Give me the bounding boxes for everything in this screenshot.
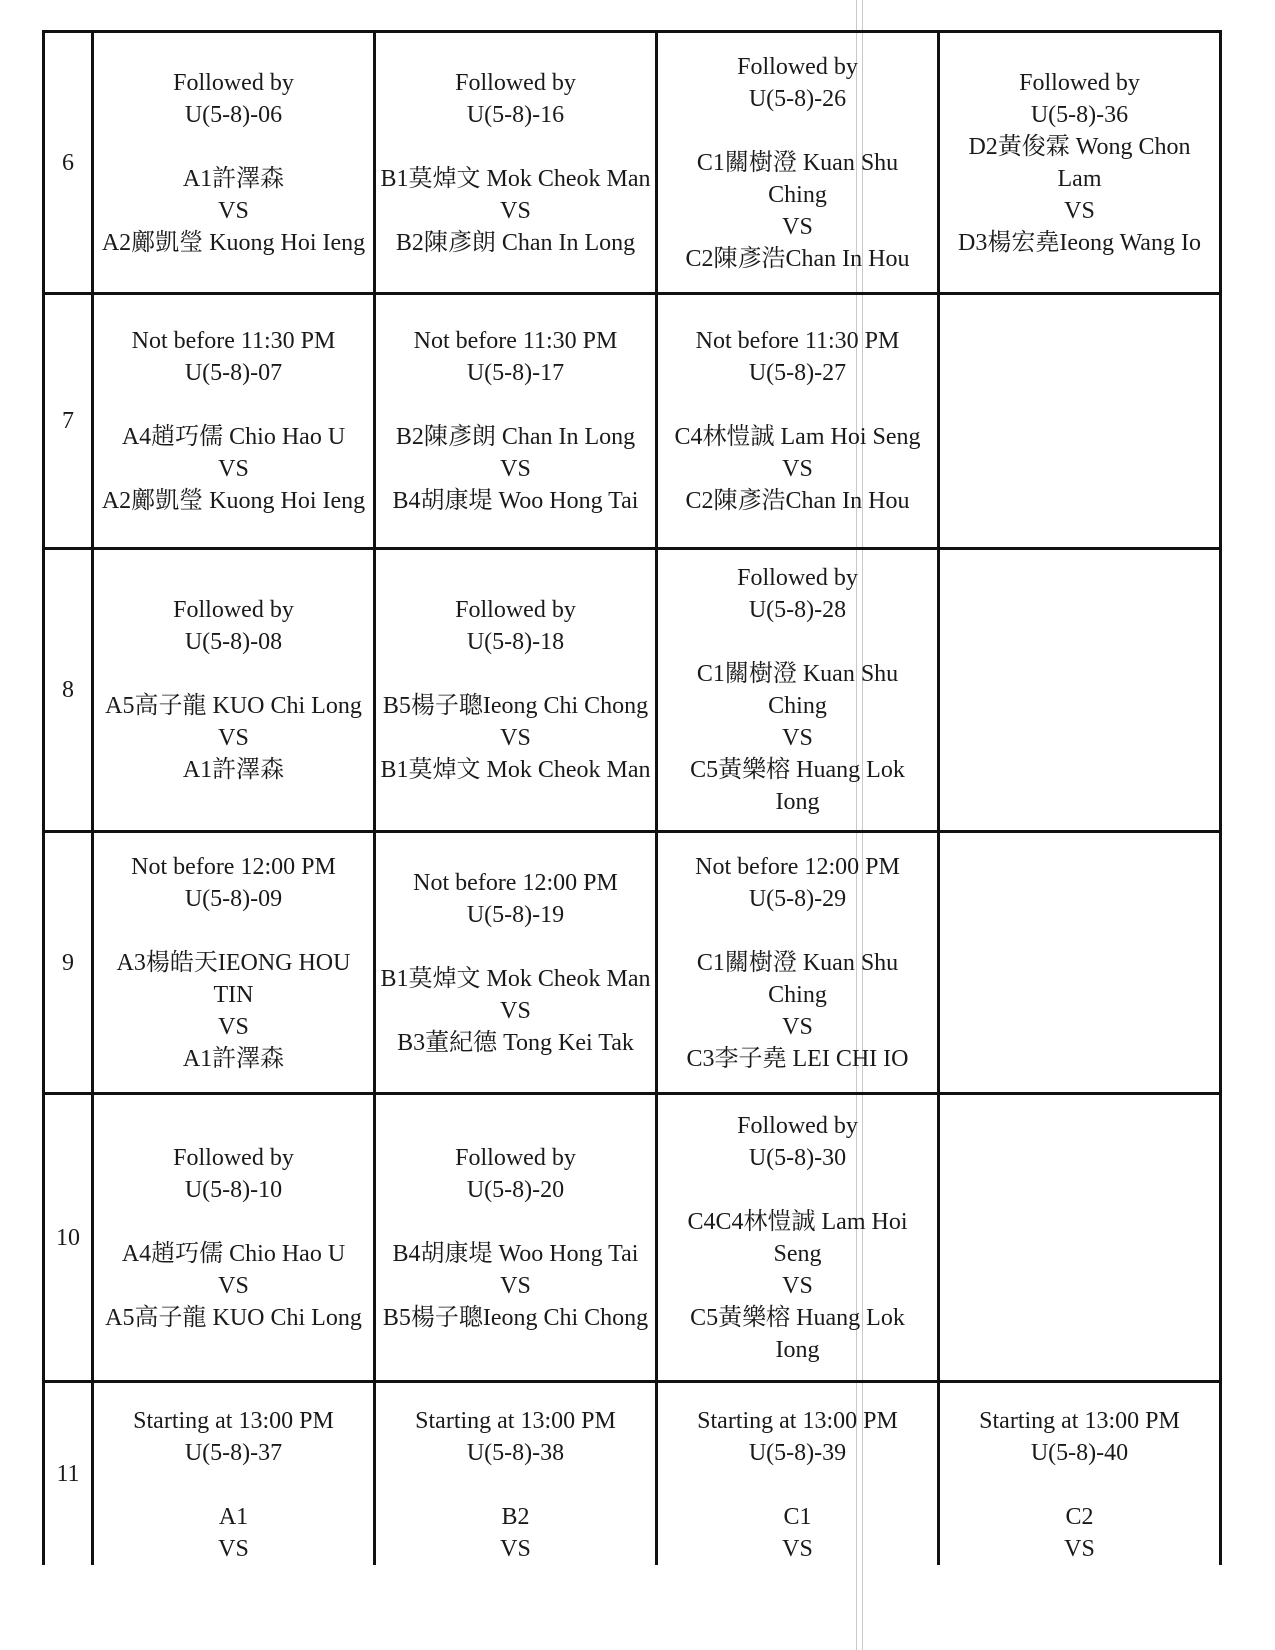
match-cell-court-b xyxy=(375,832,657,1094)
row-number: 11 xyxy=(44,1382,93,1566)
row-number: 9 xyxy=(44,832,93,1094)
match-cell-court-d xyxy=(939,32,1221,294)
match-cell-court-a xyxy=(93,549,375,832)
match-cell-court-d xyxy=(939,549,1221,832)
row-number: 7 xyxy=(44,294,93,549)
match-cell-court-b xyxy=(375,294,657,549)
match-cell-court-b xyxy=(375,1094,657,1382)
match-cell-court-c xyxy=(657,832,939,1094)
match-cell-court-d xyxy=(939,1094,1221,1382)
match-text: Not before 12:00 PM U(5-8)-19 B1莫焯文 Mok Cheok Man VS B3董紀德 Tong Kei Tak xyxy=(380,869,651,1056)
match-cell-court-b xyxy=(375,549,657,832)
match-text: Not before 11:30 PM U(5-8)-07 A4趙巧儒 Chio Hao U VS A2鄺凱瑩 Kuong Hoi Ieng xyxy=(101,328,366,514)
match-schedule-table xyxy=(42,30,1222,1565)
row-number: 8 xyxy=(44,549,93,832)
match-cell-court-a xyxy=(93,294,375,549)
match-cell-court-a xyxy=(93,1382,375,1566)
match-cell-court-d xyxy=(939,832,1221,1094)
match-cell-court-d xyxy=(939,1382,1221,1566)
match-text: Followed by U(5-8)-20 B4胡康堤 Woo Hong Tai VS B5楊子聰Ieong Chi Chong xyxy=(382,1144,649,1331)
match-cell-court-d xyxy=(939,294,1221,549)
match-text: Followed by U(5-8)-30 C4C4林愷誠 Lam Hoi Seng VS C5黃樂榕 Huang Lok Iong xyxy=(687,1112,908,1363)
table-row xyxy=(44,549,1221,832)
match-text: Not before 12:00 PM U(5-8)-09 A3楊皓天IEONG HOU TIN VS A1許澤森 xyxy=(116,853,351,1072)
match-text: Starting at 13:00 PM U(5-8)-38 B2 VS xyxy=(415,1408,616,1562)
table-row xyxy=(44,1382,1221,1566)
match-cell-court-b xyxy=(375,32,657,294)
match-text: Followed by U(5-8)-36 D2黃俊霖 Wong Chon Lam VS D3楊宏堯Ieong Wang Io xyxy=(958,69,1201,256)
match-cell-court-c xyxy=(657,1382,939,1566)
match-text: Starting at 13:00 PM U(5-8)-37 A1 VS xyxy=(133,1408,334,1562)
table-row xyxy=(44,1094,1221,1382)
match-cell-court-c xyxy=(657,294,939,549)
match-text: Followed by U(5-8)-18 B5楊子聰Ieong Chi Chong VS B1莫焯文 Mok Cheok Man xyxy=(380,597,651,783)
match-text: Not before 11:30 PM U(5-8)-27 C4林愷誠 Lam Hoi Seng VS C2陳彥浩Chan In Hou xyxy=(674,328,921,514)
match-text: Followed by U(5-8)-28 C1關樹澄 Kuan Shu Ching VS C5黃樂榕 Huang Lok Iong xyxy=(690,565,905,815)
table-row xyxy=(44,32,1221,294)
match-text: Starting at 13:00 PM U(5-8)-40 C2 VS xyxy=(979,1408,1180,1562)
row-number: 10 xyxy=(44,1094,93,1382)
match-text: Not before 11:30 PM U(5-8)-17 B2陳彥朗 Chan In Long VS B4胡康堤 Woo Hong Tai xyxy=(392,328,639,514)
match-cell-court-a xyxy=(93,32,375,294)
match-text: Starting at 13:00 PM U(5-8)-39 C1 VS xyxy=(697,1408,898,1562)
match-text: Followed by U(5-8)-26 C1關樹澄 Kuan Shu Ching VS C2陳彥浩Chan In Hou xyxy=(685,53,910,272)
match-cell-court-c xyxy=(657,1094,939,1382)
match-cell-court-a xyxy=(93,832,375,1094)
match-text: Followed by U(5-8)-06 A1許澤森 VS A2鄺凱瑩 Kuong Hoi Ieng xyxy=(101,69,366,256)
match-cell-court-a xyxy=(93,1094,375,1382)
match-text: Not before 12:00 PM U(5-8)-29 C1關樹澄 Kuan Shu Ching VS C3李子堯 LEI CHI IO xyxy=(686,853,909,1072)
match-cell-court-c xyxy=(657,549,939,832)
table-row xyxy=(44,832,1221,1094)
match-text: Followed by U(5-8)-16 B1莫焯文 Mok Cheok Man VS B2陳彥朗 Chan In Long xyxy=(380,69,651,256)
row-number: 6 xyxy=(44,32,93,294)
table-row xyxy=(44,294,1221,549)
match-text: Followed by U(5-8)-10 A4趙巧儒 Chio Hao U VS A5高子龍 KUO Chi Long xyxy=(105,1144,362,1331)
match-text: Followed by U(5-8)-08 A5高子龍 KUO Chi Long VS A1許澤森 xyxy=(105,597,362,783)
match-cell-court-c xyxy=(657,32,939,294)
match-cell-court-b xyxy=(375,1382,657,1566)
